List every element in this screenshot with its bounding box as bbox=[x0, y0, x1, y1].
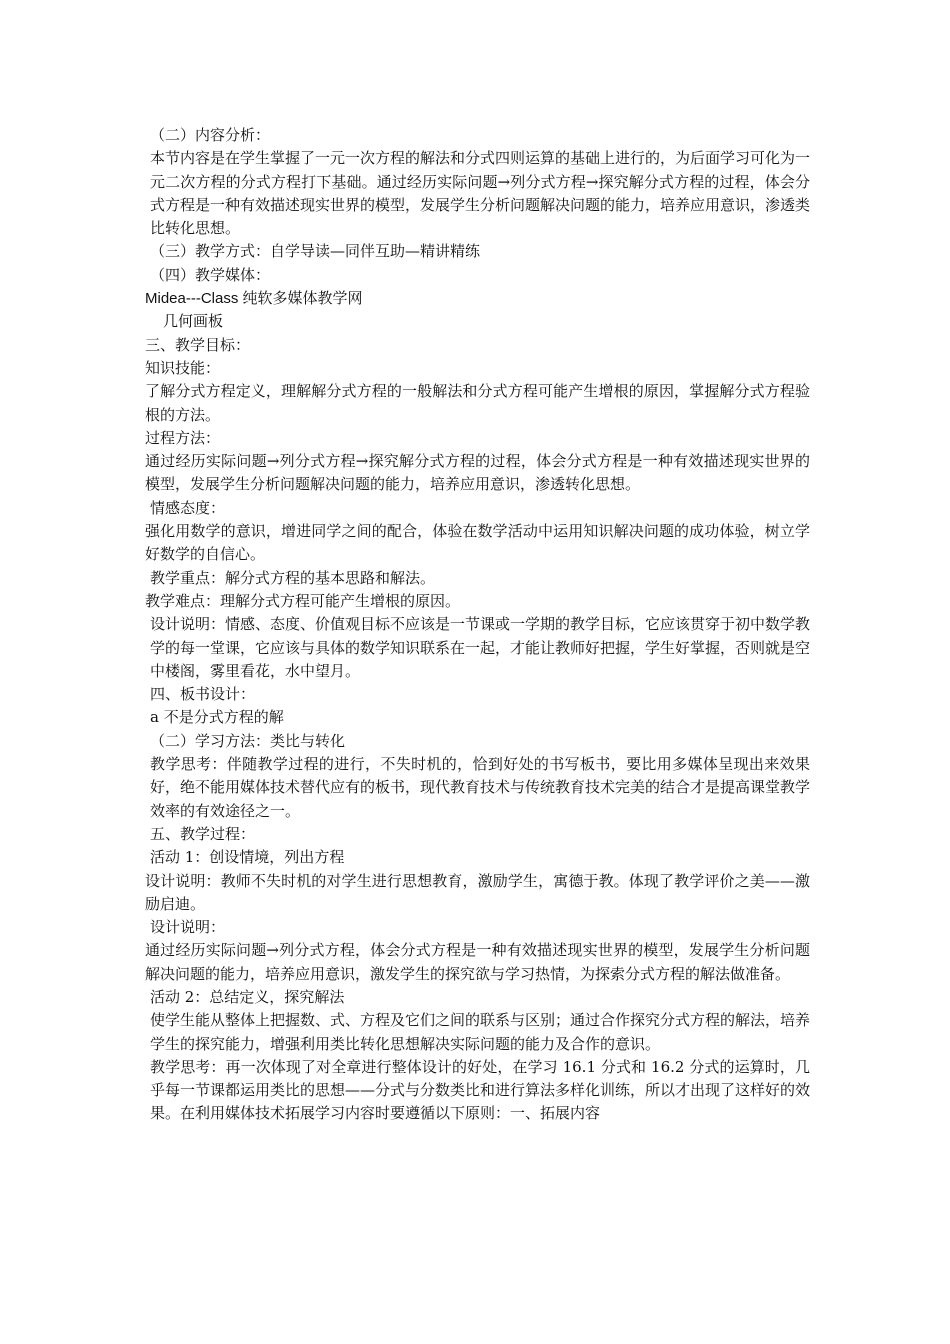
section-heading-teaching-process: 五、教学过程： bbox=[150, 824, 256, 843]
subheading-learning-method: （二）学习方法：类比与转化 bbox=[150, 731, 346, 750]
subheading-process-methods: 过程方法： bbox=[145, 428, 221, 447]
section-heading-content-analysis: （二）内容分析： bbox=[150, 126, 271, 144]
media-item-midea-class: Midea---Class 纯软多媒体教学网 bbox=[145, 290, 363, 308]
activity-1-heading: 活动 1：创设情境，列出方程 bbox=[150, 848, 345, 867]
paragraph-activity-2: 使学生能从整体上把握数、式、方程及它们之间的联系与区别；通过合作探究分式方程的解法，培养学生的探究能力，增强利用类比转化思想解决实际问题的能力及合作的意识。 bbox=[150, 1011, 811, 1053]
paragraph-knowledge-skills: 了解分式方程定义，理解解分式方程的一般解法和分式方程可能产生增根的原因，掌握解分式方程验根的方法。 bbox=[145, 382, 810, 424]
section-heading-teaching-media: （四）教学媒体： bbox=[150, 265, 271, 284]
paragraph-emotion-attitude: 强化用数学的意识，增进同学之间的配合，体验在数学活动中运用知识解决问题的成功体验，树立学好数学的自信心。 bbox=[145, 522, 810, 564]
paragraph-design-note: 通过经历实际问题→列分式方程，体会分式方程是一种有效描述现实世界的模型，发展学生分析问题解决问题的能力，培养应用意识，激发学生的探究欲与学习热情，为探索分式方程的解法做准备。 bbox=[145, 941, 810, 983]
paragraph-process-methods: 通过经历实际问题→列分式方程→探究解分式方程的过程，体会分式方程是一种有效描述现实世界的模型，发展学生分析问题解决问题的能力，培养应用意识，渗透转化思想。 bbox=[145, 452, 810, 494]
design-note-goals: 设计说明：情感、态度、价值观目标不应该是一节课或一学期的教学目标，它应该贯穿于初中数学教学的每一堂课，它应该与具体的数学知识联系在一起，才能让教师好把握，学生好掌握，否则就是空中楼阁，雾里看花，水中望月。 bbox=[150, 615, 811, 680]
subheading-knowledge-skills: 知识技能： bbox=[145, 358, 221, 377]
subheading-emotion-attitude: 情感态度： bbox=[150, 498, 226, 517]
section-heading-teaching-goals: 三、教学目标： bbox=[145, 335, 251, 354]
teaching-reflection-board: 教学思考：伴随教学过程的进行，不失时机的，恰到好处的书写板书，要比用多媒体呈现出来效果好，绝不能用媒体技术替代应有的板书，现代教育技术与传统教育技术完美的结合才是提高课堂教学效率的有效途径之一。 bbox=[150, 755, 811, 820]
board-design-line: a 不是分式方程的解 bbox=[150, 708, 284, 727]
paragraph-content-analysis: 本节内容是在学生掌握了一元一次方程的解法和分式四则运算的基础上进行的，为后面学习可化为一元二次方程的分式方程打下基础。通过经历实际问题→列分式方程→探究解分式方程的过程，体会分式方程是一种有效描述现实世界的模型，发展学生分析问题解决问题的能力，培养应用意识，渗透类比转化思想。 bbox=[150, 149, 811, 238]
design-note-heading: 设计说明： bbox=[150, 918, 226, 937]
section-heading-board-design: 四、板书设计： bbox=[150, 685, 256, 704]
activity-2-heading: 活动 2：总结定义，探究解法 bbox=[150, 987, 345, 1006]
section-heading-teaching-method: （三）教学方式：自学导读—同伴互助—精讲精练 bbox=[150, 242, 481, 261]
media-item-geometry-sketchpad: 几何画板 bbox=[163, 312, 224, 331]
teaching-difficulty: 教学难点：理解分式方程可能产生增根的原因。 bbox=[145, 591, 461, 610]
teaching-key-point: 教学重点：解分式方程的基本思路和解法。 bbox=[150, 568, 436, 587]
document-body bbox=[145, 124, 810, 1126]
design-note-activity-1: 设计说明：教师不失时机的对学生进行思想教育，激励学生，寓德于教。体现了教学评价之美——激励启迪。 bbox=[145, 871, 810, 913]
teaching-reflection-chapter: 教学思考：再一次体现了对全章进行整体设计的好处，在学习 16.1 分式和 16.2 分式的运算时，几乎每一节课都运用类比的思想——分式与分数类比和进行算法多样化训练，所以才出现了这样好的效果。在利用媒体技术拓展学习内容时要遵循以下原则：一、拓展内容 bbox=[150, 1057, 811, 1123]
